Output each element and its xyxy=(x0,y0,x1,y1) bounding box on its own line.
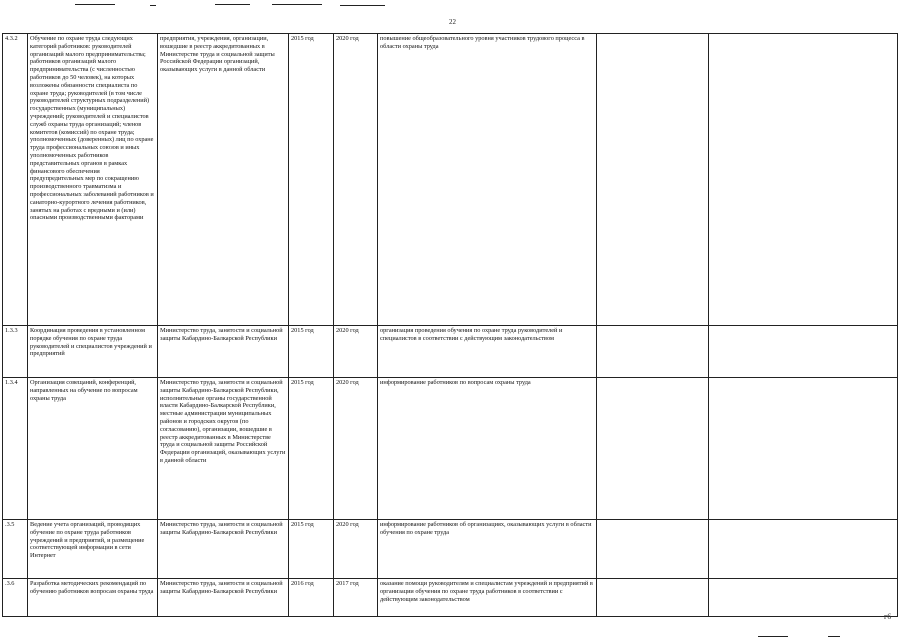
expected-result: оказание помощи руководителям и специалистам учреждений и предприятий в организации обучения по охране труда работников в соответствии с действующим законодательством xyxy=(378,579,597,617)
executor: Министерство труда, занятости и социальной защиты Кабардино-Балкарской Республики xyxy=(158,520,289,579)
executor: Министерство труда, занятости и социальной защиты Кабардино-Балкарской Республики xyxy=(158,326,289,378)
table-row xyxy=(3,34,898,326)
corner-mark: г6 xyxy=(884,612,892,621)
expected-result: повышение общеобразовательного уровня участников трудового процесса в области охраны труда xyxy=(378,34,597,326)
scan-artifact xyxy=(758,636,788,637)
activity-name: Обучение по охране труда следующих категорий работников: руководителей организаций малого предпринимательства; работников организаций малого предпринимательства (с численностью работников до 50 человек), на которых возложены обязанности специалиста по охране труда; руководителей (в том числе руководителей структурных подразделений) государственных (муниципальных) учреждений; руководителей и специалистов служб охраны труда организаций; членов комитетов (комиссий) по охране труда; уполномоченных (доверенных) лиц по охране труда профессиональных союзов и иных уполномоченных работников представительных органов в рамках финансового обеспечения предупредительных мер по сокращению производственного травматизма и профессиональных заболеваний работников и санаторно-курортного лечения работников, занятых на работах с вредными и (или) опасными производственными факторами xyxy=(28,34,158,326)
table-row xyxy=(3,579,898,617)
scan-artifact xyxy=(828,636,840,637)
end-year: 2020 год xyxy=(334,34,378,326)
executor: Министерство труда, занятости и социальной защиты Кабардино-Балкарской Республики, исполнительные органы государственной власти Кабардино-Балкарской Республики, местные администрации муниципальных районов и городских округов (по согласованию), организации, вошедшие в реестр аккредитованных в Министерстве труда и социальной защиты Российской Федерации организаций, оказывающих услуги в данной области xyxy=(158,378,289,520)
scan-artifact xyxy=(75,4,115,5)
expected-result: информирование работников по вопросам охраны труда xyxy=(378,378,597,520)
empty-cell xyxy=(709,34,898,326)
empty-cell xyxy=(709,520,898,579)
empty-cell xyxy=(597,326,709,378)
start-year: 2015 год xyxy=(289,34,334,326)
table-row xyxy=(3,326,898,378)
start-year: 2015 год xyxy=(289,378,334,520)
table-row xyxy=(3,520,898,579)
activity-name: Ведение учета организаций, проводящих обучение по охране труда работников учреждений и предприятий, и размещение соответствующей информации в сети Интернет xyxy=(28,520,158,579)
table-row xyxy=(3,378,898,520)
empty-cell xyxy=(597,378,709,520)
empty-cell xyxy=(709,378,898,520)
item-number: 1.3.4 xyxy=(3,378,28,520)
empty-cell xyxy=(597,34,709,326)
start-year: 2015 год xyxy=(289,326,334,378)
end-year: 2020 год xyxy=(334,378,378,520)
scan-artifact xyxy=(215,4,250,5)
activity-name: Координация проведения в установленном порядке обучения по охране труда руководителей и специалистов учреждений и предприятий xyxy=(28,326,158,378)
item-number: .3.5 xyxy=(3,520,28,579)
empty-cell xyxy=(597,520,709,579)
scan-artifact xyxy=(272,4,322,5)
empty-cell xyxy=(597,579,709,617)
activity-name: Разработка методических рекомендаций по обучению работников вопросам охраны труда xyxy=(28,579,158,617)
item-number: .3.6 xyxy=(3,579,28,617)
empty-cell xyxy=(709,579,898,617)
scan-artifact xyxy=(150,5,156,6)
executor: предприятия, учреждения, организации, вошедшие в реестр аккредитованных в Министерстве труда и социальной защиты Российской Федерации организаций, оказывающих услуги в данной области xyxy=(158,34,289,326)
scan-artifact xyxy=(340,5,385,6)
expected-result: информирование работников об организациях, оказывающих услуги в области обучения по охране труда xyxy=(378,520,597,579)
expected-result: организация проведения обучения по охране труда руководителей и специалистов в соответствии с действующим законодательством xyxy=(378,326,597,378)
page-number: 22 xyxy=(449,18,456,26)
start-year: 2016 год xyxy=(289,579,334,617)
executor: Министерство труда, занятости и социальной защиты Кабардино-Балкарской Республики xyxy=(158,579,289,617)
item-number: 4.3.2 xyxy=(3,34,28,326)
empty-cell xyxy=(709,326,898,378)
end-year: 2020 год xyxy=(334,520,378,579)
end-year: 2020 год xyxy=(334,326,378,378)
activities-table xyxy=(2,33,898,617)
activity-name: Организация совещаний, конференций, направленных на обучение по вопросам охраны труда xyxy=(28,378,158,520)
start-year: 2015 год xyxy=(289,520,334,579)
end-year: 2017 год xyxy=(334,579,378,617)
item-number: 1.3.3 xyxy=(3,326,28,378)
